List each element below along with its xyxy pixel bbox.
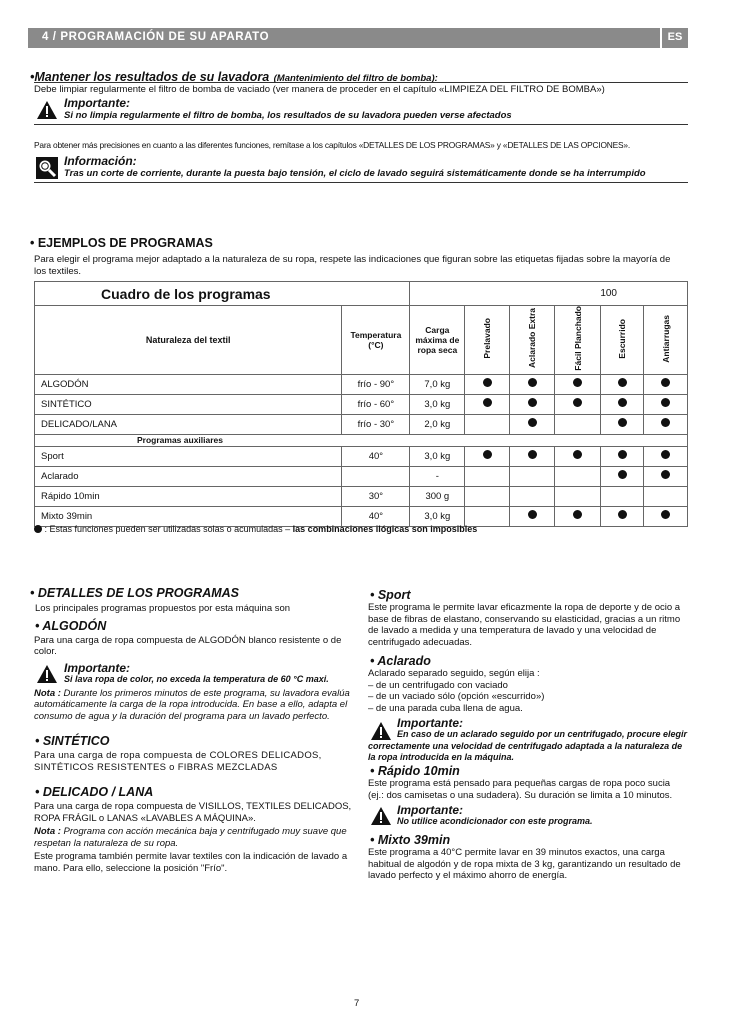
row-name: Mixto 39min — [35, 506, 342, 526]
row-name: Rápido 10min — [35, 486, 342, 506]
mixto-heading: • Mixto 39min — [370, 833, 451, 847]
delicado-text: Para una carga de ropa compuesta de VISILLOS, TEXTILES DELICADOS, ROPA FRÁGIL o LANAS «LAVABLES A MÁQUINA». — [34, 801, 352, 824]
option-cell — [465, 394, 510, 414]
col-facil-planchado: Fácil Planchado — [572, 306, 583, 371]
col-carga: Carga máxima de ropa seca — [410, 306, 465, 375]
aux-label: Programas auxiliares — [35, 434, 688, 446]
option-cell — [555, 506, 601, 526]
language-badge: ES — [662, 28, 688, 48]
option-cell — [555, 374, 601, 394]
option-cell — [644, 414, 688, 434]
maintenance-text: Debe limpiar regularmente el filtro de bomba de vaciado (ver manera de proceder en el capítulo «LIMPIEZA DEL FILTRO DE BOMBA») — [34, 84, 605, 95]
dot-icon — [661, 470, 670, 479]
option-cell — [510, 466, 555, 486]
dot-icon — [573, 378, 582, 387]
option-cell — [555, 446, 601, 466]
dot-icon — [661, 418, 670, 427]
important-title: Importante: — [64, 660, 130, 675]
dot-icon — [34, 525, 42, 533]
table-row — [35, 466, 688, 486]
important-text: Si no limpia regularmente el filtro de bomba, los resultados de su lavadora pueden verse afectados — [64, 110, 512, 121]
dot-icon — [483, 398, 492, 407]
option-cell — [555, 394, 601, 414]
maintenance-heading: •Mantener los resultados de su lavadora (Mantenimiento del filtro de bomba): — [30, 70, 438, 84]
option-cell — [510, 446, 555, 466]
row-load: 3,0 kg — [410, 506, 465, 526]
aclarado-text-3: – de un vaciado sólo (opción «escurrido») — [368, 691, 545, 702]
sintetico-heading: • SINTÉTICO — [35, 734, 110, 748]
option-cell — [555, 466, 601, 486]
option-cell — [510, 414, 555, 434]
aclarado-heading: • Aclarado — [370, 654, 431, 668]
dot-icon — [661, 510, 670, 519]
warning-icon — [36, 100, 58, 120]
divider — [34, 182, 688, 183]
important-title: Importante: — [397, 716, 463, 730]
table-row — [35, 374, 688, 394]
delicado-text-2: Este programa también permite lavar textiles con la indicación de lavado a mano. Para ello, seleccione la posición "Frío". — [34, 851, 348, 874]
sport-text: Este programa le permite lavar eficazmente la ropa de deporte y de ocio a base de fibras de elastano, conservando su elasticidad, gracias a un ritmo de lavado a medida y una temperatura de lavado y una velocidad de centrifugado adecuadas. — [368, 602, 681, 648]
row-load: 7,0 kg — [410, 374, 465, 394]
details-heading: • DETALLES DE LOS PROGRAMAS — [30, 586, 240, 600]
option-cell — [601, 466, 644, 486]
option-cell — [465, 466, 510, 486]
row-temp: 30° — [342, 486, 410, 506]
important-title: Importante: — [397, 803, 463, 817]
option-cell — [644, 466, 688, 486]
option-cell — [510, 506, 555, 526]
option-cell — [644, 486, 688, 506]
option-cell — [510, 486, 555, 506]
row-load: 300 g — [410, 486, 465, 506]
option-cell — [644, 506, 688, 526]
row-temp — [342, 466, 410, 486]
examples-heading: • EJEMPLOS DE PROGRAMAS — [30, 236, 213, 250]
option-cell — [510, 374, 555, 394]
dot-icon — [573, 398, 582, 407]
warning-icon — [36, 664, 58, 684]
divider — [34, 124, 688, 125]
option-cell — [555, 486, 601, 506]
rapido-heading: • Rápido 10min — [370, 764, 460, 778]
dot-icon — [573, 510, 582, 519]
col-aclarado-extra: Aclarado Extra — [527, 308, 538, 369]
info-text: Tras un corte de corriente, durante la puesta bajo tensión, el ciclo de lavado seguirá sistemáticamente donde se ha interrumpido — [64, 168, 646, 179]
option-cell — [644, 394, 688, 414]
table-row — [35, 446, 688, 466]
row-load: 2,0 kg — [410, 414, 465, 434]
dot-icon — [618, 398, 627, 407]
col-temp: Temperatura (°C) — [342, 306, 410, 375]
option-cell — [601, 506, 644, 526]
option-cell — [601, 394, 644, 414]
col-textil: Naturaleza del textil — [35, 306, 342, 375]
row-temp: frío - 30° — [342, 414, 410, 434]
option-cell — [601, 446, 644, 466]
programs-table — [34, 281, 688, 527]
table-row — [35, 414, 688, 434]
col-antiarrugas: Antiarrugas — [660, 314, 671, 363]
details-right — [368, 588, 688, 882]
col-escurrido: Escurrido — [617, 318, 628, 359]
algodon-nota: Nota : Durante los primeros minutos de este programa, su lavadora evalúa automáticamente la carga de la ropa introducida. En base a ello, adapta el consumo de agua y la duración del programa para un lavado perfecto. — [34, 687, 350, 722]
sintetico-text: Para una carga de ropa compuesta de COLORES DELICADOS, SINTÉTICOS RESISTENTES o FIBRAS MEZCLADAS — [34, 750, 322, 773]
examples-text: Para elegir el programa mejor adaptado a la naturaleza de su ropa, respete las indicaciones que figuran sobre las etiquetas fijadas sobre la mayoría de los textiles. — [34, 254, 671, 277]
dot-icon — [528, 418, 537, 427]
row-temp: frío - 90° — [342, 374, 410, 394]
option-cell — [601, 486, 644, 506]
row-name: Sport — [35, 446, 342, 466]
section-header: 4 / PROGRAMACIÓN DE SU APARATO — [28, 28, 660, 48]
dot-icon — [528, 510, 537, 519]
aclarado-text-2: – de un centrifugado con vaciado — [368, 679, 508, 691]
dot-icon — [618, 510, 627, 519]
dot-icon — [618, 378, 627, 387]
row-load: 3,0 kg — [410, 394, 465, 414]
dot-icon — [618, 470, 627, 479]
option-cell — [465, 374, 510, 394]
row-load: 3,0 kg — [410, 446, 465, 466]
option-cell — [510, 394, 555, 414]
row-name: SINTÉTICO — [35, 394, 342, 414]
important-title: Importante: — [64, 96, 130, 110]
dot-icon — [661, 398, 670, 407]
divider — [34, 82, 688, 83]
row-name: DELICADO/LANA — [35, 414, 342, 434]
table-title: Cuadro de los programas — [35, 282, 410, 306]
rapido-text: Este programa está pensado para pequeñas cargas de ropa poco sucia (ej.: dos camisetas o una sudadera). Su duración se limita a 10 minutos. — [368, 778, 673, 801]
option-cell — [465, 414, 510, 434]
option-cell — [465, 486, 510, 506]
dot-icon — [573, 450, 582, 459]
row-name: ALGODÓN — [35, 374, 342, 394]
aclarado-important: En caso de un aclarado seguido por un centrifugado, procure elegir correctamente una velocidad de centrifugado adaptada a la naturaleza de la ropa introducida en la máquina. — [368, 729, 688, 762]
col-prelavado: Prelavado — [482, 318, 493, 359]
model-number: 100 — [410, 282, 688, 306]
mixto-text: Este programa a 40°C permite lavar en 39 minutos exactos, una carga habitual de algodón y de ropa mixta de 3 kg, garantizando un resultado de lavado perfecto y el máximo ahorro de energía. — [368, 847, 681, 881]
warning-icon — [370, 806, 392, 826]
algodon-important: Si lava ropa de color, no exceda la temperatura de 60 °C maxi. — [64, 673, 329, 684]
option-cell — [555, 414, 601, 434]
row-temp: frío - 60° — [342, 394, 410, 414]
magnifier-icon — [36, 157, 58, 179]
dot-icon — [618, 418, 627, 427]
dot-icon — [618, 450, 627, 459]
option-cell — [465, 446, 510, 466]
option-cell — [644, 374, 688, 394]
option-cell — [601, 414, 644, 434]
row-load: - — [410, 466, 465, 486]
delicado-heading: • DELICADO / LANA — [35, 785, 154, 799]
table-row — [35, 394, 688, 414]
details-left — [30, 586, 360, 874]
dot-icon — [661, 378, 670, 387]
info-intro: Para obtener más precisiones en cuanto a las diferentes funciones, remítase a los capítulos «DETALLES DE LOS PROGRAMAS» y «DETALLES DE LAS OPCIONES». — [34, 140, 630, 150]
dot-icon — [528, 398, 537, 407]
table-row — [35, 486, 688, 506]
row-name: Aclarado — [35, 466, 342, 486]
rapido-important: No utilice acondicionador con este programa. — [397, 816, 593, 826]
details-intro: Los principales programas propuestos por esta máquina son — [35, 603, 291, 614]
algodon-text: Para una carga de ropa compuesta de ALGODÓN blanco resistente o de color. — [34, 634, 342, 657]
dot-icon — [483, 450, 492, 459]
info-title: Información: — [64, 154, 137, 168]
dot-icon — [483, 378, 492, 387]
dot-icon — [528, 450, 537, 459]
aclarado-text-4: – de una parada cuba llena de agua. — [368, 702, 523, 714]
row-temp: 40° — [342, 506, 410, 526]
row-temp: 40° — [342, 446, 410, 466]
dot-icon — [661, 450, 670, 459]
sport-heading: • Sport — [370, 588, 411, 602]
aclarado-text-1: Aclarado separado seguido, según elija : — [368, 668, 540, 679]
algodon-heading: • ALGODÓN — [35, 618, 107, 633]
option-cell — [644, 446, 688, 466]
delicado-nota: Nota : Programa con acción mecánica baja y centrifugado muy suave que respetan la naturaleza de su ropa. — [34, 826, 347, 849]
page-number: 7 — [354, 998, 360, 1009]
table-legend: : Estas funciones pueden ser utilizadas solas o acumuladas – las combinaciones ilógicas son imposibles — [34, 524, 477, 534]
option-cell — [601, 374, 644, 394]
dot-icon — [528, 378, 537, 387]
